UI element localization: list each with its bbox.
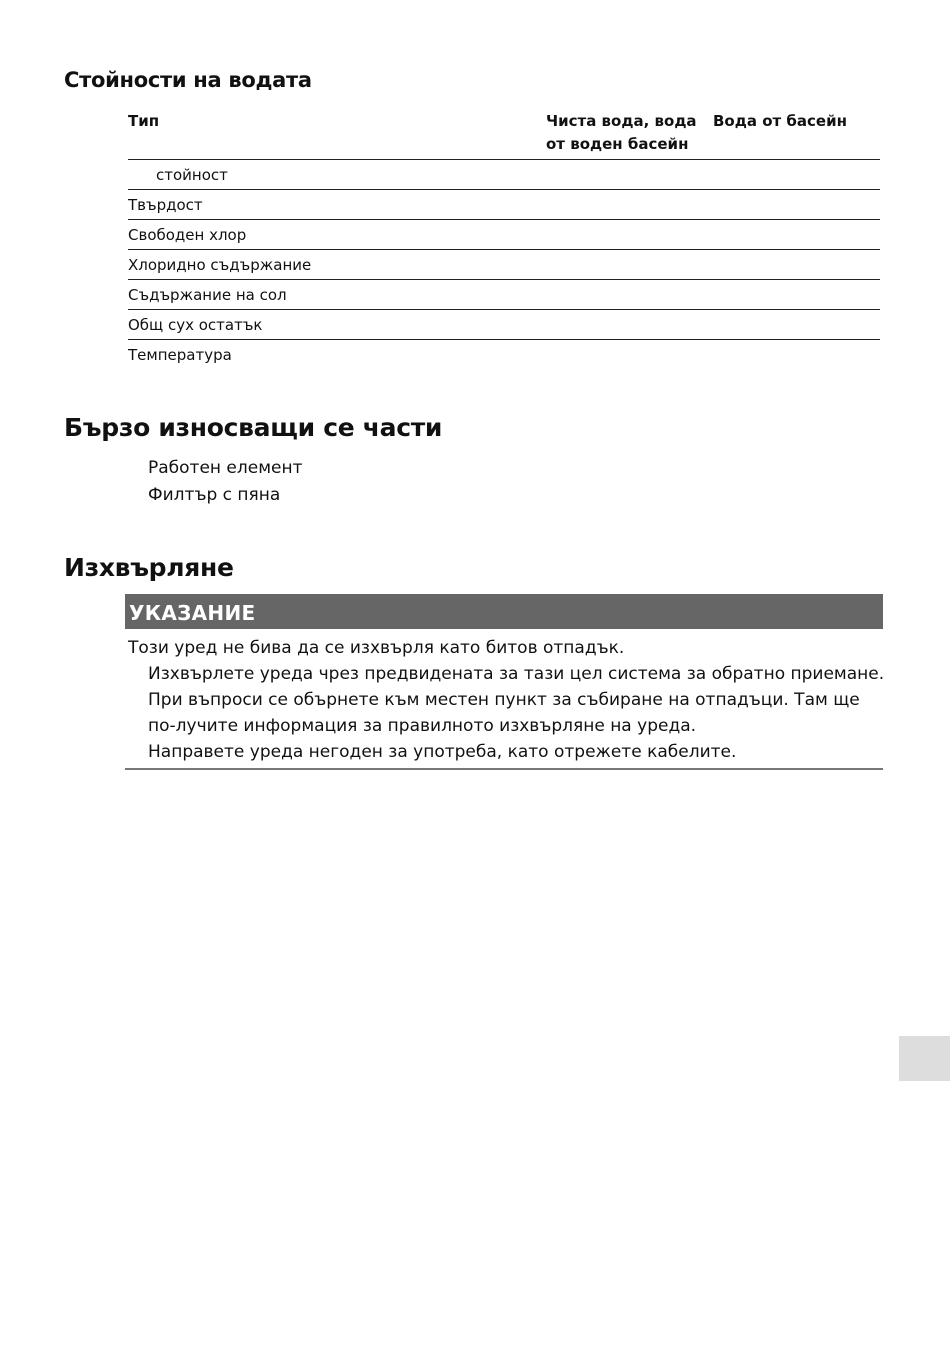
water-values-table — [128, 110, 880, 369]
list-item: Работен елемент — [148, 458, 303, 478]
list-item: Филтър с пяна — [148, 485, 281, 505]
notice-lead: Този уред не бива да се изхвърля като битов отпадък. — [128, 638, 625, 658]
wear-parts-list — [148, 455, 303, 509]
table-row — [128, 340, 880, 369]
table-row — [128, 310, 880, 340]
notice-title: УКАЗАНИЕ — [129, 601, 256, 625]
table-row — [128, 220, 880, 250]
table-row — [128, 190, 880, 220]
water-values-heading: Стойности на водата — [64, 68, 312, 92]
notice-bottom-rule — [125, 768, 883, 770]
notice-item: Направете уреда негоден за употреба, като отрежете кабелите. — [148, 742, 737, 762]
notice-body — [128, 635, 885, 765]
notice-item: Изхвърлете уреда чрез предвидената за тази цел система за обратно приемане. — [148, 664, 885, 684]
row-label: Свободен хлор — [128, 226, 247, 244]
wear-parts-heading: Бързо износващи се части — [64, 413, 443, 442]
header-clean-water-line2: от воден басейн — [546, 135, 689, 153]
header-type: Тип — [128, 112, 160, 130]
row-label: Съдържание на сол — [128, 286, 287, 304]
table-header — [128, 110, 880, 160]
header-clean-water — [546, 110, 706, 156]
row-label: стойност — [156, 166, 228, 184]
notice-item: При въпроси се обърнете към местен пункт за събиране на отпадъци. Там ще по-лучите информация за правилното изхвърляне на уреда. — [148, 690, 860, 736]
row-label: Хлоридно съдържание — [128, 256, 312, 274]
row-label: Температура — [128, 346, 232, 364]
row-label: Твърдост — [128, 196, 203, 214]
table-row — [128, 280, 880, 310]
page-thumb-tab — [899, 1036, 950, 1081]
table-row — [128, 250, 880, 280]
disposal-heading: Изхвърляне — [64, 553, 234, 582]
header-clean-water-line1: Чиста вода, вода — [546, 112, 697, 130]
row-label: Общ сух остатък — [128, 316, 263, 334]
table-row — [128, 160, 880, 190]
notice-banner — [125, 594, 883, 629]
header-pool-water: Вода от басейн — [713, 112, 847, 130]
